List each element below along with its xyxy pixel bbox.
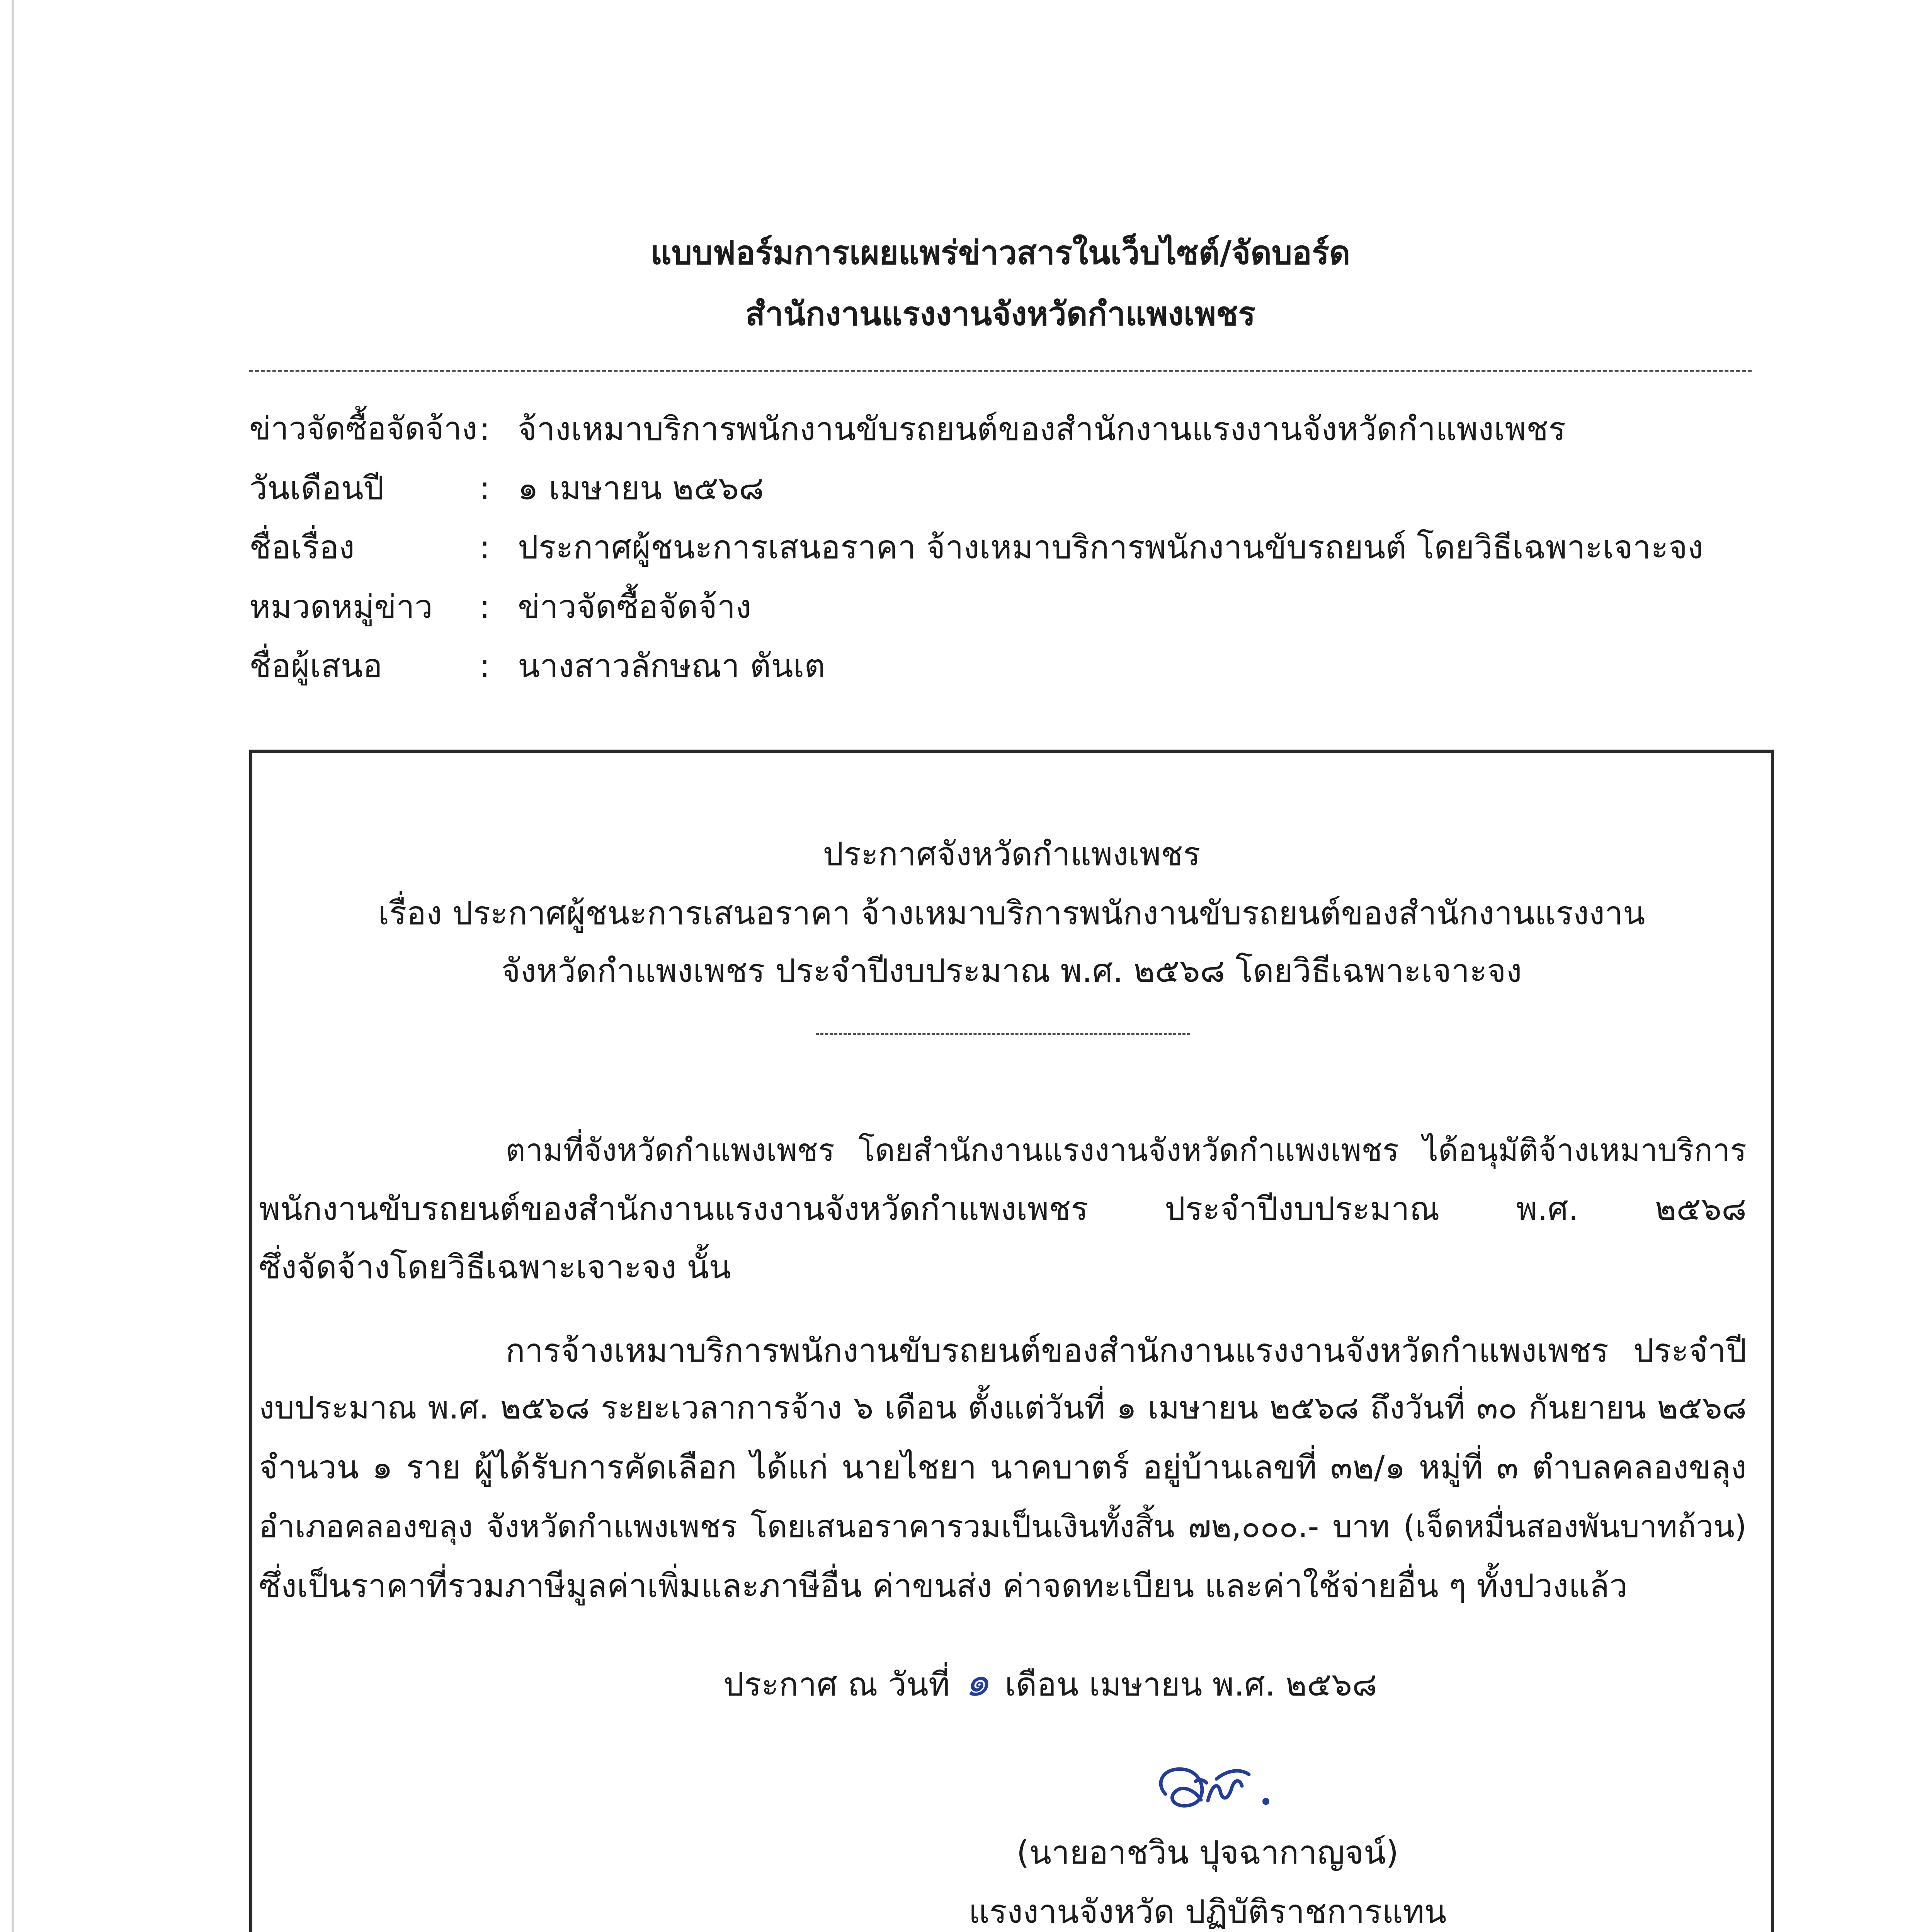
info-label: หมวดหมู่ข่าว	[249, 588, 433, 626]
info-row-subject	[0, 518, 1917, 576]
announcement-box	[249, 750, 1774, 1932]
date-suffix: เดือน เมษายน พ.ศ. ๒๕๖๘	[1005, 1665, 1377, 1703]
form-title: แบบฟอร์มการเผยแพร่ข่าวสารในเว็บไซต์/จัดบอร์ด	[650, 234, 1351, 272]
info-colon: :	[479, 469, 490, 507]
info-value: นางสาวลักษณา ตันเต	[518, 647, 825, 685]
paragraph-line: จำนวน ๑ ราย ผู้ได้รับการคัดเลือก ได้แก่ นายไชยา นาคบาตร์ อยู่บ้านเลขที่ ๓๒/๑ หมู่ที่ ๓ ตำบลคลองขลุง	[259, 1448, 1747, 1486]
office-title: สำนักงานแรงงานจังหวัดกำแพงเพชร	[745, 295, 1256, 333]
signatory-name: (นายอาชวิน ปุจฉากาญจน์)	[1016, 1833, 1399, 1871]
paragraph-line: พนักงานขับรถยนต์ของสำนักงานแรงงานจังหวัดกำแพงเพชร ประจำปีงบประมาณ พ.ศ. ๒๕๖๘	[259, 1190, 1747, 1228]
info-colon: :	[479, 647, 490, 685]
announcement-heading: ประกาศจังหวัดกำแพงเพชร	[823, 835, 1201, 873]
paragraph-line: อำเภอคลองขลุง จังหวัดกำแพงเพชร โดยเสนอราคารวมเป็นเงินทั้งสิ้น ๗๒,๐๐๐.- บาท (เจ็ดหมื่นสองพันบาทถ้วน)	[259, 1509, 1747, 1544]
info-row-date	[0, 459, 1917, 517]
info-label: ข่าวจัดซื้อจัดจ้าง	[249, 410, 477, 447]
info-label: ชื่อผู้เสนอ	[249, 647, 383, 685]
info-value: ข่าวจัดซื้อจัดจ้าง	[518, 588, 752, 626]
date-prefix: ประกาศ ณ วันที่	[723, 1665, 950, 1703]
announcement-subject-line: เรื่อง ประกาศผู้ชนะการเสนอราคา จ้างเหมาบริการพนักงานขับรถยนต์ของสำนักงานแรงงาน	[378, 894, 1645, 932]
paragraph-line: ซึ่งเป็นราคาที่รวมภาษีมูลค่าเพิ่มและภาษีอื่น ค่าขนส่ง ค่าจดทะเบียน และค่าใช้จ่ายอื่น ๆ ทั้งปวงแล้ว	[259, 1567, 1628, 1605]
paragraph-line: ซึ่งจัดจ้างโดยวิธีเฉพาะเจาะจง นั้น	[259, 1248, 731, 1286]
info-label: วันเดือนปี	[249, 469, 384, 507]
header-divider	[249, 370, 1752, 372]
info-colon: :	[479, 588, 490, 626]
scan-edge-line	[12, 0, 14, 1932]
info-row-news-category	[0, 400, 1917, 458]
handwritten-day: ๑	[961, 1656, 992, 1707]
signatory-position: แรงงานจังหวัด ปฏิบัติราชการแทน	[968, 1893, 1447, 1930]
announcement-subject-line: จังหวัดกำแพงเพชร ประจำปีงบประมาณ พ.ศ. ๒๕๖๘ โดยวิธีเฉพาะเจาะจง	[501, 952, 1522, 990]
info-value: ประกาศผู้ชนะการเสนอราคา จ้างเหมาบริการพนักงานขับรถยนต์ โดยวิธีเฉพาะเจาะจง	[518, 528, 1703, 566]
info-value: จ้างเหมาบริการพนักงานขับรถยนต์ของสำนักงานแรงงานจังหวัดกำแพงเพชร	[518, 410, 1566, 448]
announcement-date-line	[723, 1653, 1496, 1711]
paragraph-line: การจ้างเหมาบริการพนักงานขับรถยนต์ของสำนักงานแรงงานจังหวัดกำแพงเพชร ประจำปี	[505, 1332, 1747, 1369]
info-colon: :	[479, 528, 490, 566]
signature	[1150, 1757, 1281, 1819]
info-row-submitter	[0, 637, 1917, 695]
paragraph-line: ตามที่จังหวัดกำแพงเพชร โดยสำนักงานแรงงานจังหวัดกำแพงเพชร ได้อนุมัติจ้างเหมาบริการ	[505, 1132, 1747, 1168]
info-label: ชื่อเรื่อง	[249, 528, 355, 566]
heading-divider	[816, 1033, 1190, 1035]
info-colon: :	[479, 410, 490, 448]
paragraph-line: งบประมาณ พ.ศ. ๒๕๖๘ ระยะเวลาการจ้าง ๖ เดือน ตั้งแต่วันที่ ๑ เมษายน ๒๕๖๘ ถึงวันที่ ๓๐ กันยายน ๒๕๖๘	[259, 1389, 1747, 1426]
info-row-news-group	[0, 578, 1917, 636]
info-value: ๑ เมษายน ๒๕๖๘	[518, 469, 764, 507]
